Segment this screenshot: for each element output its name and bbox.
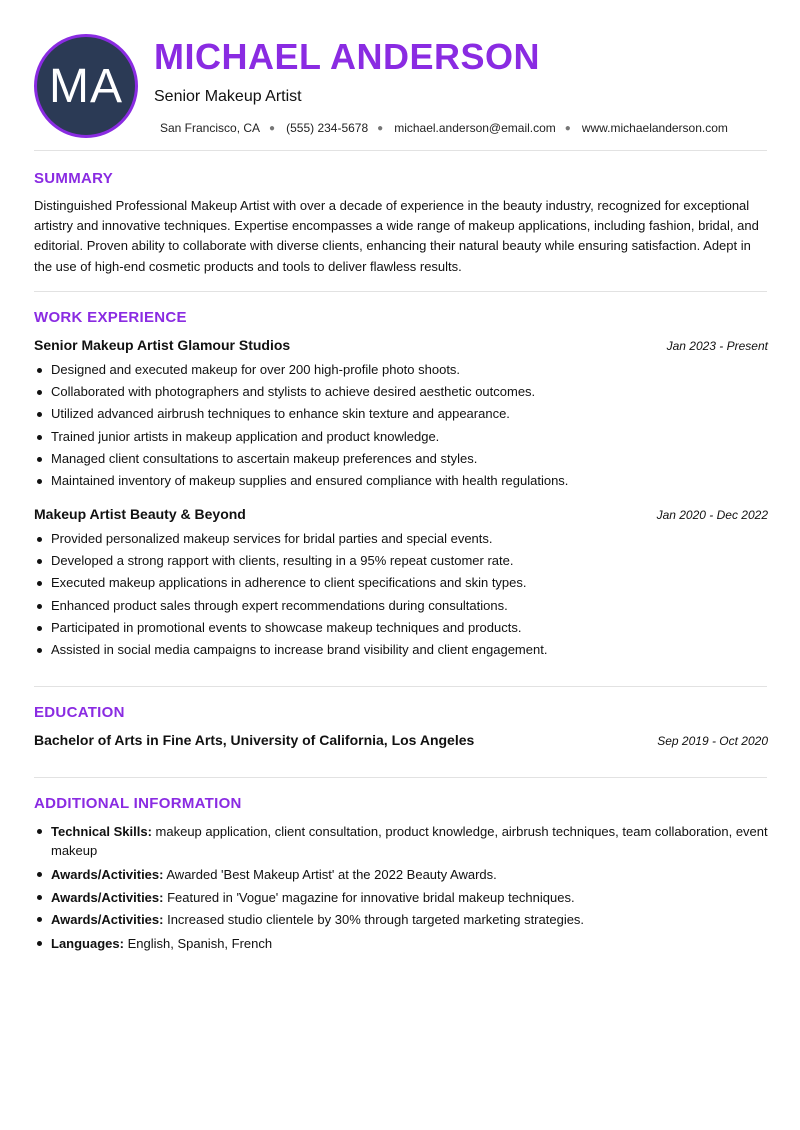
job-bullet: Provided personalized makeup services for bridal parties and special events. xyxy=(34,528,768,550)
item-label: Awards/Activities: xyxy=(51,889,164,905)
contact-email[interactable]: michael.anderson@email.com xyxy=(394,121,556,135)
item-label: Awards/Activities: xyxy=(51,867,164,882)
additional-item xyxy=(34,822,768,860)
avatar-initials: MA xyxy=(49,59,123,113)
item-label: Languages: xyxy=(51,936,124,951)
education-degree: Bachelor of Arts in Fine Arts, University of California, Los Angeles xyxy=(34,732,475,748)
item-text: makeup application, client consultation, product knowledge, airbrush techniques, team collaboration, event makeup xyxy=(51,824,768,858)
item-text: Awarded 'Best Makeup Artist' at the 2022 Beauty Awards. xyxy=(163,867,497,882)
job-dates: Jan 2023 - Present xyxy=(666,339,768,353)
job-bullet: Designed and executed makeup for over 200 high-profile photo shoots. xyxy=(34,359,768,381)
job-bullet: Executed makeup applications in adherence to client specifications and skin types. xyxy=(34,572,768,594)
divider xyxy=(34,291,767,292)
job-bullet: Utilized advanced airbrush techniques to enhance skin texture and appearance. xyxy=(34,403,768,425)
job-bullet: Maintained inventory of makeup supplies and ensured compliance with health regulations. xyxy=(34,470,768,492)
contact-phone: (555) 234-5678 xyxy=(286,121,369,135)
job-role: Senior Makeup Artist Glamour Studios xyxy=(34,337,291,353)
separator-dot: ● xyxy=(564,122,571,134)
job-bullet: Managed client consultations to ascertain makeup preferences and styles. xyxy=(34,448,768,470)
summary-text: Distinguished Professional Makeup Artist with over a decade of experience in the beauty industry, recognized for exceptional artistry and innovative techniques. Expertise encompasses a wide range of makeup applications, including fashion, bridal, and editorial. Proven ability to collaborate with diverse clients, enhancing their natural beauty while ensuring satisfaction. Adept in the use of high-end cosmetic products and tools to deliver flawless results. xyxy=(34,198,759,274)
additional-heading: ADDITIONAL INFORMATION xyxy=(34,795,242,812)
job-bullet: Collaborated with photographers and stylists to achieve desired aesthetic outcomes. xyxy=(34,381,768,403)
additional-item xyxy=(34,934,768,953)
contact-website[interactable]: www.michaelanderson.com xyxy=(581,121,728,135)
education-entry xyxy=(34,732,768,748)
divider xyxy=(34,686,767,687)
job-bullet: Trained junior artists in makeup application and product knowledge. xyxy=(34,426,768,448)
separator-dot: ● xyxy=(269,122,276,134)
divider xyxy=(34,777,767,778)
job-bullet: Participated in promotional events to showcase makeup techniques and products. xyxy=(34,617,768,639)
education-dates: Sep 2019 - Oct 2020 xyxy=(657,734,768,748)
summary-heading: SUMMARY xyxy=(34,170,114,187)
job-entry xyxy=(34,337,768,492)
job-role: Makeup Artist Beauty & Beyond xyxy=(34,506,246,522)
experience-heading: WORK EXPERIENCE xyxy=(34,309,187,326)
education-heading: EDUCATION xyxy=(34,704,125,721)
separator-dot: ● xyxy=(377,122,384,134)
additional-list xyxy=(34,822,768,957)
candidate-title: Senior Makeup Artist xyxy=(154,88,302,105)
candidate-name: MICHAEL ANDERSON xyxy=(154,36,541,77)
job-dates: Jan 2020 - Dec 2022 xyxy=(656,508,768,522)
item-label: Technical Skills: xyxy=(51,824,152,839)
job-bullet: Enhanced product sales through expert recommendations during consultations. xyxy=(34,595,768,617)
item-label: Awards/Activities: xyxy=(51,912,164,927)
item-text: Increased studio clientele by 30% through targeted marketing strategies. xyxy=(163,912,585,927)
divider xyxy=(34,150,767,151)
additional-item xyxy=(34,865,768,884)
avatar xyxy=(34,34,138,138)
additional-item xyxy=(34,910,768,929)
job-bullet: Assisted in social media campaigns to increase brand visibility and client engagement. xyxy=(34,639,768,661)
item-text: Featured in 'Vogue' magazine for innovative bridal makeup techniques. xyxy=(163,889,575,905)
contact-location: San Francisco, CA xyxy=(160,121,261,135)
item-text: English, Spanish, French xyxy=(123,936,273,951)
additional-item xyxy=(34,888,768,907)
job-entry xyxy=(34,506,768,661)
job-bullet: Developed a strong rapport with clients, resulting in a 95% repeat customer rate. xyxy=(34,550,768,572)
contact-line xyxy=(160,121,728,135)
